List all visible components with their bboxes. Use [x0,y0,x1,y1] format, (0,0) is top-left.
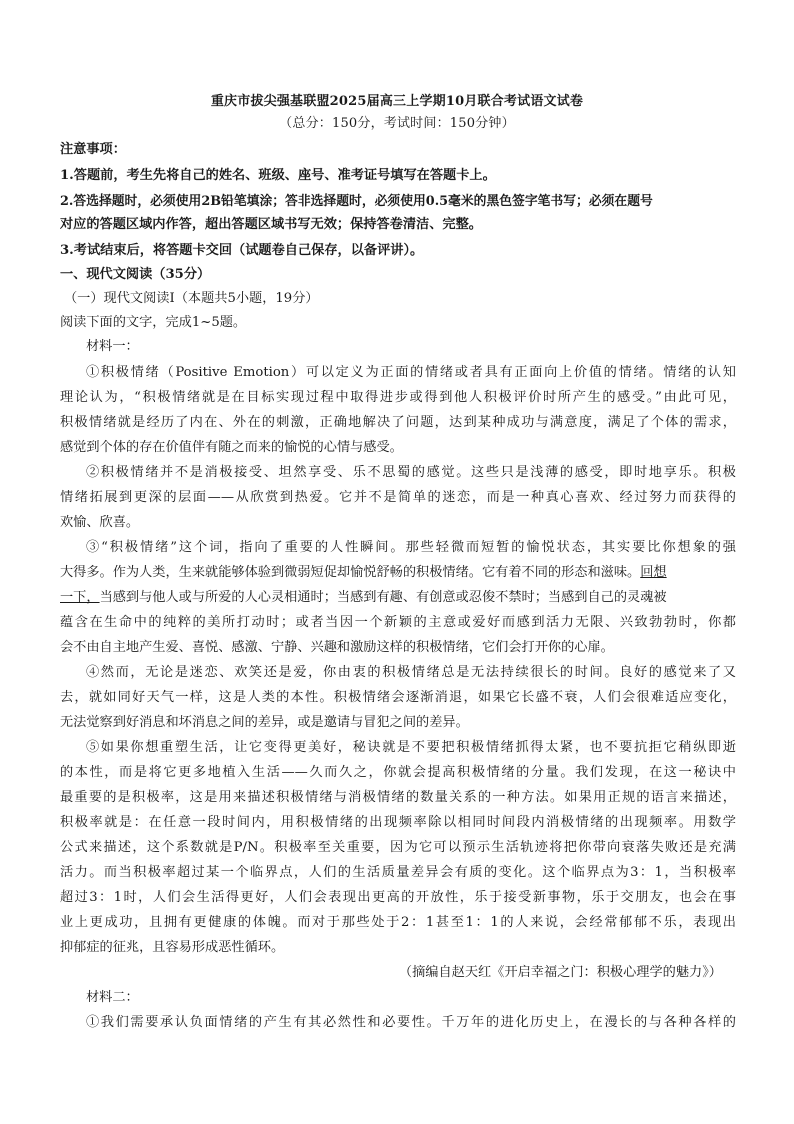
m1-p3-line: 会不由自主地产生爱、喜悦、感激、宁静、兴趣和激励这样的积极情绪，它们会打开你的心扉。 [60,640,614,655]
m1-p1-line: 理论认为，“积极情绪就是在目标实现过程中取得进步或得到他人积极评价时所产生的感受。”由此可见， [60,390,736,405]
m1-p2-line: 情绪拓展到更深的层面——从欣赏到热爱。它并不是简单的迷恋，而是一种真心喜欢、经过努力而获得的 [60,490,736,505]
notice-heading: 注意事项： [60,142,126,157]
m1-p3-line: 蕴含在生命中的纯粹的美所打动时；或者当因一个新颖的主意或爱好而感到活力无限、兴致勃勃时，你都 [60,615,736,630]
m1-p5-line: 最重要的是积极率，这是用来描述积极情绪与消极情绪的数量关系的一种方法。如果用正规的语言来描述， [60,790,736,805]
m1-p4-line: ④然而，无论是迷恋、欢笑还是爱，你由衷的积极情绪总是无法持续很长的时间。良好的感觉来了又 [86,665,736,680]
m2-p1-line: ①我们需要承认负面情绪的产生有其必然性和必要性。千万年的进化历史上，在漫长的与各种各样的 [86,1015,736,1030]
notice-item-1: 1.答题前，考生先将自己的姓名、班级、座号、准考证号填写在答题卡上。 [60,168,496,183]
material-1-citation: （摘编自赵天红《开启幸福之门：积极心理学的魅力》） [398,965,722,980]
notice-item-2-line-1: 2.答选择题时，必须使用2B铅笔填涂；答非选择题时，必须使用0.5毫米的黑色签字笔书写；必须在题号 [60,194,653,209]
m1-p2-line: ②积极情绪并不是消极接受、坦然享受、乐不思蜀的感觉。这些只是浅薄的感受，即时地享乐。积极 [86,465,736,480]
m1-p5-line: 活力。而当积极率超过某一个临界点，人们的生活质量差异会有质的变化。这个临界点为3：1，当积极率 [60,865,736,880]
m1-p3-text: 当感到与他人或与所爱的人心灵相通时；当感到有趣、有创意或忍俊不禁时；当感到自己的灵魂被 [99,590,667,605]
m1-p5-line: 业上更成功，且拥有更健康的体魄。而对于那些处于2：1甚至1：1的人来说，会经常郁郁不乐，表现出 [60,915,736,930]
m1-p1-line: ①积极情绪（Positive Emotion）可以定义为正面的情绪或者具有正面向上价值的情绪。情绪的认知 [86,365,736,380]
m1-p1-line: 积极情绪就是经历了内在、外在的刺激，正确地解决了问题，达到某种成功与满意度，满足了个体的需求， [60,415,736,430]
m1-p3-line-3 [60,586,736,605]
m1-p1-line: 感觉到个体的存在价值伴有随之而来的愉悦的心情与感受。 [60,440,403,455]
m1-p5-line: 公式来描述，这个系数就是P/N。积极率至关重要，因为它可以预示生活轨迹将把你带向衰落失败还是充满 [60,840,736,855]
exam-title: 重庆市拔尖强基联盟2025届高三上学期10月联合考试语文试卷 [210,94,584,109]
m1-p4-line: 去，就如同好天气一样，这是人类的本性。积极情绪会逐渐消退，如果它长盛不衰，人们会很难适应变化， [60,690,736,705]
m1-p5-line: 的本性，而是将它更多地植入生活——久而久之，你就会提高积极情绪的分量。我们发现，在这一秘诀中 [60,765,736,780]
material-1-label: 材料一： [86,339,139,354]
m1-p5-line: 抑郁症的征兆，且容易形成恶性循环。 [60,940,285,955]
m1-p3-line-2 [60,561,736,580]
section-heading: 一、现代文阅读（35分） [60,267,211,282]
m1-p5-line: 超过3：1时，人们会生活得更好，人们会表现出更高的开放性，乐于接受新事物，乐于交朋友，也会在事 [60,890,736,905]
m1-p5-line: ⑤如果你想重塑生活，让它变得更美好，秘诀就是不要把积极情绪抓得太紧，也不要抗拒它稍纵即逝 [86,740,736,755]
m1-p3-text: 大得多。作为人类，生来就能够体验到微弱短促却愉悦舒畅的积极情绪。它有着不同的形态和滋味。 [60,565,641,580]
m1-p2-line: 欢愉、欣喜。 [60,515,140,530]
notice-item-3: 3.考试结束后，将答题卡交回（试题卷自己保存，以备评讲）。 [60,243,424,258]
notice-item-2-line-2: 对应的答题区域内作答，超出答题区域书写无效；保持答卷清洁、完整。 [60,217,482,232]
underlined-phrase: 回想 [640,565,667,580]
underlined-phrase: 一下， [60,590,100,605]
sub-section-heading: （一）现代文阅读Ⅰ（本题共5小题，19分） [64,291,319,306]
m1-p5-line: 积极率就是：在任意一段时间内，用积极情绪的出现频率除以相同时间段内消极情绪的出现频率。用数学 [60,815,736,830]
m1-p4-line: 无法觉察到好消息和坏消息之间的差异，或是邀请与冒犯之间的差异。 [60,715,469,730]
reading-instruction: 阅读下面的文字，完成1~5题。 [60,315,247,330]
exam-subtitle: （总分：150分，考试时间：150分钟） [279,116,515,131]
m1-p3-line: ③“积极情绪”这个词，指向了重要的人性瞬间。那些轻微而短暂的愉悦状态，其实要比你想象的强 [86,540,736,555]
material-2-label: 材料二： [86,990,139,1005]
